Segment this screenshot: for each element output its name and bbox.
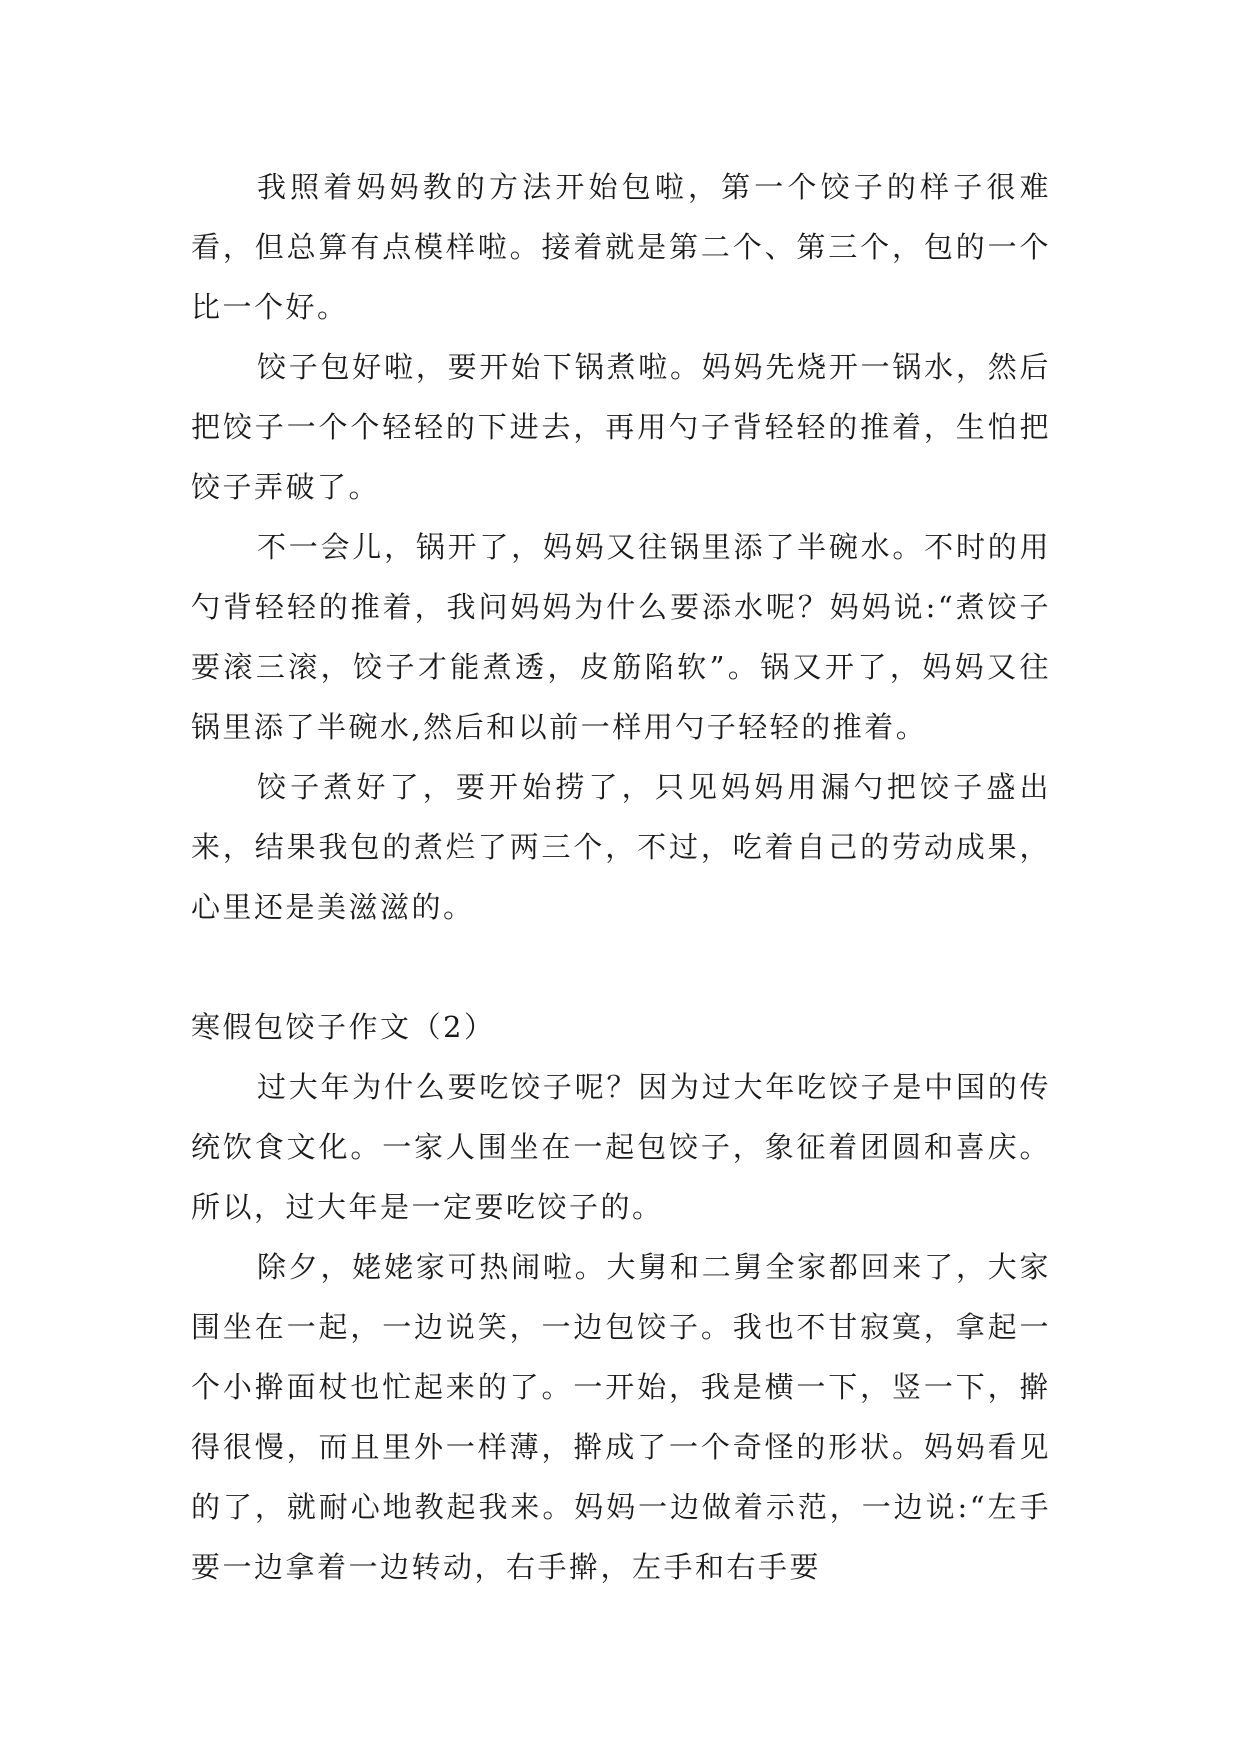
section-title: 寒假包饺子作文（2） [191, 1010, 496, 1044]
paragraph: 除夕，姥姥家可热闹啦。大舅和二舅全家都回来了，大家围坐在一起，一边说笑，一边包饺子。我也不甘寂寞，拿起一个小擀面杖也忙起来的了。一开始，我是横一下，竖一下，擀得很慢，而且里外一样薄，擀成了一个奇怪的形状。妈妈看见的了，就耐心地教起我来。妈妈一边做着示范，一边说:“左手要一边拿着一边转动，右手擀，左手和右手要 [191, 1250, 1051, 1584]
paragraph: 饺子煮好了，要开始捞了，只见妈妈用漏勺把饺子盛出来，结果我包的煮烂了两三个，不过，吃着自己的劳动成果，心里还是美滋滋的。 [191, 770, 1051, 924]
paragraph: 我照着妈妈教的方法开始包啦，第一个饺子的样子很难看，但总算有点模样啦。接着就是第二个、第三个，包的一个比一个好。 [191, 170, 1051, 324]
paragraph: 饺子包好啦，要开始下锅煮啦。妈妈先烧开一锅水，然后把饺子一个个轻轻的下进去，再用勺子背轻轻的推着，生怕把饺子弄破了。 [191, 350, 1051, 504]
document-body [191, 157, 1051, 1597]
section-spacer [191, 937, 1051, 997]
paragraph: 过大年为什么要吃饺子呢？因为过大年吃饺子是中国的传统饮食文化。一家人围坐在一起包饺子，象征着团圆和喜庆。所以，过大年是一定要吃饺子的。 [191, 1070, 1051, 1224]
paragraph: 不一会儿，锅开了，妈妈又往锅里添了半碗水。不时的用勺背轻轻的推着，我问妈妈为什么要添水呢？妈妈说:“煮饺子要滚三滚，饺子才能煮透，皮筋陷软”。锅又开了，妈妈又往锅里添了半碗水,然后和以前一样用勺子轻轻的推着。 [191, 530, 1051, 744]
